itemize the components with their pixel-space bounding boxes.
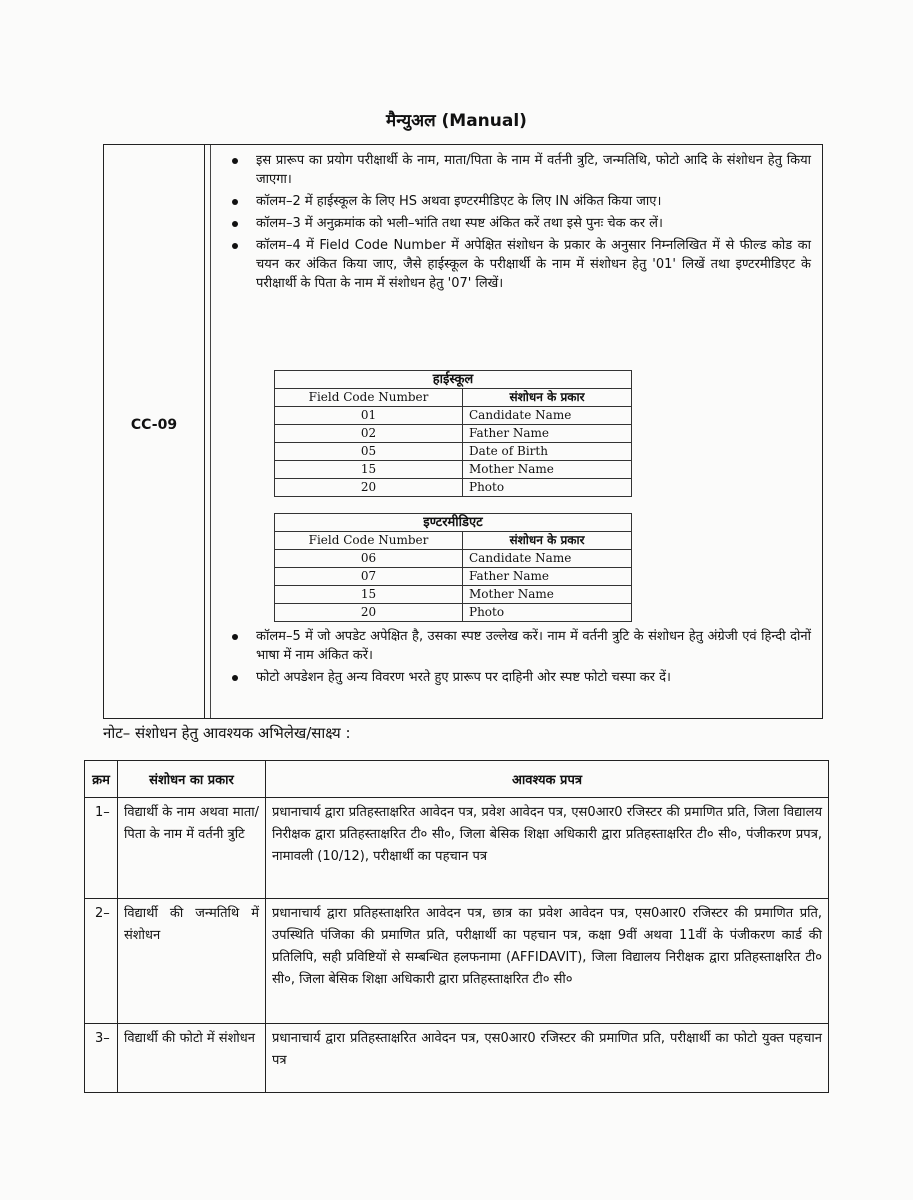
table-row	[275, 479, 632, 497]
required-documents: प्रधानाचार्य द्वारा प्रतिहस्ताक्षरित आवेदन पत्र, एस0आर0 रजिस्टर की प्रमाणित प्रति, परीक्षार्थी का फोटो युक्त पहचान पत्र	[266, 1024, 829, 1093]
row-number: 1–	[85, 798, 118, 899]
instruction-list-bottom	[226, 627, 811, 690]
field-type: Candidate Name	[463, 407, 632, 425]
note-heading: नोट– संशोधन हेतु आवश्यक अभिलेख/साक्ष्य :	[103, 724, 351, 742]
field-code: 07	[275, 568, 463, 586]
highschool-code-table	[274, 370, 632, 497]
row-number: 2–	[85, 899, 118, 1024]
column-header: संशोधन के प्रकार	[463, 389, 632, 407]
field-code: 15	[275, 461, 463, 479]
required-documents-table	[84, 760, 829, 1093]
column-divider	[204, 145, 205, 718]
correction-type: विद्यार्थी की फोटो में संशोधन	[118, 1024, 266, 1093]
field-code: 05	[275, 443, 463, 461]
form-code: CC-09	[130, 417, 178, 433]
field-type: Photo	[463, 604, 632, 622]
table-row	[85, 1024, 829, 1093]
field-type: Father Name	[463, 425, 632, 443]
instructions-box	[103, 144, 823, 719]
field-type: Mother Name	[463, 586, 632, 604]
table-row	[85, 798, 829, 899]
intermediate-code-table	[274, 513, 632, 622]
page-title: मैन्युअल (Manual)	[386, 111, 527, 131]
column-divider-inner	[210, 145, 211, 718]
field-type: Mother Name	[463, 461, 632, 479]
instruction-item: इस प्रारूप का प्रयोग परीक्षार्थी के नाम, माता/पिता के नाम में वर्तनी त्रुटि, जन्मतिथि, फोटो आदि के संशोधन हेतु किया जाएगा।	[226, 151, 811, 189]
table-caption: हाईस्कूल	[275, 371, 632, 389]
table-row	[275, 407, 632, 425]
table-row	[275, 568, 632, 586]
column-header: क्रम	[85, 761, 118, 798]
row-number: 3–	[85, 1024, 118, 1093]
required-documents: प्रधानाचार्य द्वारा प्रतिहस्ताक्षरित आवेदन पत्र, छात्र का प्रवेश आवेदन पत्र, एस0आर0 रजिस्टर की प्रमाणित प्रति, उपस्थिति पंजिका की प्रमाणित प्रति, परीक्षार्थी का पहचान पत्र, कक्षा 9वीं अथवा 11वीं के पंजीकरण कार्ड की प्रतिलिपि, सही प्रविष्टियों से सम्बन्धित हलफनामा (AFFIDAVIT), जिला विद्यालय निरीक्षक द्वारा प्रतिहस्ताक्षरित टी० सी०, जिला बेसिक शिक्षा अधिकारी द्वारा प्रतिहस्ताक्षरित टी० सी०	[266, 899, 829, 1024]
column-header: संशोधन के प्रकार	[463, 532, 632, 550]
instruction-item: फोटो अपडेशन हेतु अन्य विवरण भरते हुए प्रारूप पर दाहिनी ओर स्पष्ट फोटो चस्पा कर दें।	[226, 668, 811, 687]
field-code: 01	[275, 407, 463, 425]
table-row	[275, 461, 632, 479]
table-row	[275, 443, 632, 461]
field-type: Father Name	[463, 568, 632, 586]
column-header: आवश्यक प्रपत्र	[266, 761, 829, 798]
field-type: Candidate Name	[463, 550, 632, 568]
correction-type: विद्यार्थी के नाम अथवा माता/पिता के नाम में वर्तनी त्रुटि	[118, 798, 266, 899]
instruction-list-top	[226, 151, 811, 296]
table-caption: इण्टरमीडिएट	[275, 514, 632, 532]
instruction-item: कॉलम–3 में अनुक्रमांक को भली–भांति तथा स्पष्ट अंकित करें तथा इसे पुनः चेक कर लें।	[226, 214, 811, 233]
column-header: Field Code Number	[275, 389, 463, 407]
field-code: 20	[275, 479, 463, 497]
field-type: Photo	[463, 479, 632, 497]
required-documents: प्रधानाचार्य द्वारा प्रतिहस्ताक्षरित आवेदन पत्र, प्रवेश आवेदन पत्र, एस0आर0 रजिस्टर की प्रमाणित प्रति, जिला विद्यालय निरीक्षक द्वारा प्रतिहस्ताक्षरित टी० सी०, जिला बेसिक शिक्षा अधिकारी द्वारा प्रतिहस्ताक्षरित टी० सी०, पंजीकरण प्रपत्र, नामावली (10/12), परीक्षार्थी का पहचान पत्र	[266, 798, 829, 899]
table-row	[275, 425, 632, 443]
table-row	[275, 586, 632, 604]
instruction-item: कॉलम–4 में Field Code Number में अपेक्षित संशोधन के प्रकार के अनुसार निम्नलिखित में से फील्ड कोड का चयन कर अंकित किया जाए, जैसे हाईस्कूल के परीक्षार्थी के नाम में संशोधन हेतु '01' लिखें तथा इण्टरमीडिएट के परीक्षार्थी के पिता के नाम में संशोधन हेतु '07' लिखें।	[226, 236, 811, 293]
instruction-item: कॉलम–5 में जो अपडेट अपेक्षित है, उसका स्पष्ट उल्लेख करें। नाम में वर्तनी त्रुटि के संशोधन हेतु अंग्रेजी एवं हिन्दी दोनों भाषा में नाम अंकित करें।	[226, 627, 811, 665]
field-code: 02	[275, 425, 463, 443]
field-type: Date of Birth	[463, 443, 632, 461]
table-row	[275, 604, 632, 622]
field-code: 20	[275, 604, 463, 622]
table-row	[275, 550, 632, 568]
column-header: संशोधन का प्रकार	[118, 761, 266, 798]
field-code: 06	[275, 550, 463, 568]
field-code: 15	[275, 586, 463, 604]
instruction-item: कॉलम–2 में हाईस्कूल के लिए HS अथवा इण्टरमीडिएट के लिए IN अंकित किया जाए।	[226, 192, 811, 211]
correction-type: विद्यार्थी की जन्मतिथि में संशोधन	[118, 899, 266, 1024]
column-header: Field Code Number	[275, 532, 463, 550]
table-row	[85, 899, 829, 1024]
